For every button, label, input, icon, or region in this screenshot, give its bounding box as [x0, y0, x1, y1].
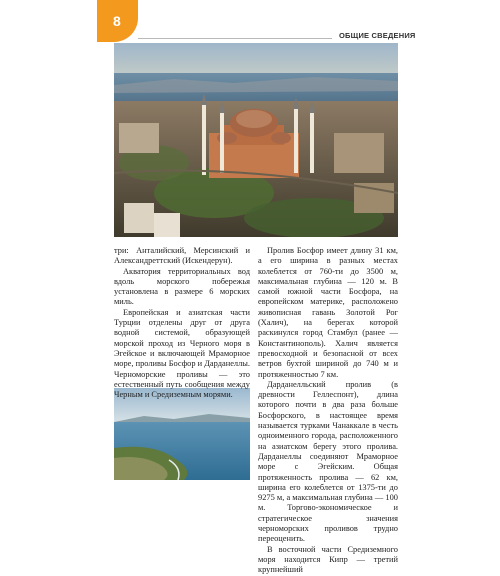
- page-number: 8: [113, 13, 121, 29]
- paragraph: Европейская и азиатская части Турции отделены друг от друга водной системой, образующей морской проход из Черного моря в Эгейское и включающей Мраморное море, проливы Босфор и Дарданеллы. Черноморские проливы — это естественный путь сообщения между Черным и Средиземным морями.: [114, 307, 250, 400]
- text-column-right: [258, 246, 398, 576]
- aerial-city-mosque-photo: [114, 43, 398, 237]
- section-title: ОБЩИЕ СВЕДЕНИЯ: [339, 31, 416, 40]
- coastline-illustration: [114, 388, 250, 480]
- paragraph: три: Анталийский, Мерсинский и Александреттский (Искендерун).: [114, 246, 250, 266]
- paragraph: Акватория территориальных вод вдоль морского побережья установлена в размере 6 морских миль.: [114, 266, 250, 307]
- paragraph: Пролив Босфор имеет длину 31 км, а его ширина в разных местах колеблется от 760-ти до 3500 м, максимальная глубина — 120 м. В самой южной части Босфора, на европейском материке, расположено живописная гавань Золотой Рог (Халич), на берегах которой раскинулся город Стамбул (ранее — Константинополь). Халич является превосходной и безопасной от всех ветров бухтой шириной до 740 м и протяженностью 7 км.: [258, 246, 398, 379]
- header-divider: [138, 38, 332, 39]
- aerial-city-mosque-illustration: [114, 43, 398, 237]
- paragraph: Дарданелльский пролив (в древности Геллеспонт), длина которого почти в два раза больше Босфорского, в настоящее время называется турками Чанаккале в честь одноименного города, расположенного на азиатском берегу этого пролива. Дарданеллы соединяют Мраморное море с Эгейским. Общая протяженность пролива — 62 км, ширина его колеблется от 1375-ти до 9275 м, а максимальная глубина — 100 м. Торгово-экономическое и стратегическое значения черноморских проливов трудно переоценить.: [258, 379, 398, 544]
- coastline-photo: [114, 388, 250, 480]
- paragraph: В восточной части Средиземного моря находится Кипр — третий крупнейший: [258, 544, 398, 575]
- text-column-left: [114, 246, 250, 400]
